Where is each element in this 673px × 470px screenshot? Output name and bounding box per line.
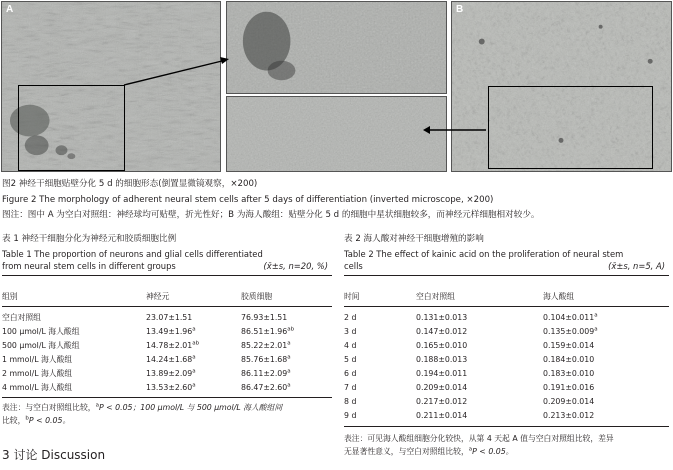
table-2-cell-kainic: 0.104±0.011$^a$ [543,312,598,322]
region-of-interest-box-b [488,86,653,169]
table-1-row: 4 mmol/L 海人酸组 [2,383,73,392]
table-2-header-control: 空白对照组 [416,292,455,301]
table-1-cell-glia: 85.76±1.68$^a$ [241,354,291,364]
table-1-cell-neuron: 14.78±2.01$^{ab}$ [146,340,200,350]
table-2-header-rule [344,306,669,307]
table-1-note: 表注：与空白对照组比较，$^a$P < 0.05；100 μmol/L 与 500 μmol/L 海人酸组间 比较，$^b$P < 0.05。 [2,402,283,425]
table-2-cell-kainic: 0.183±0.010 [543,369,595,378]
table-1-row: 空白对照组 [2,313,41,322]
micrograph-a-zoom-top [226,1,447,94]
table-1-cell-glia: 76.93±1.51 [241,313,288,322]
figure-note: 图注：图中 A 为空白对照组：神经球均可贴壁，折光性好；B 为海人酸组：贴壁分化 5 d 的细胞中星状细胞较多，而神经元样细胞相对较少。 [2,210,540,220]
micrograph-zoom-top-texture [227,2,446,93]
table-2-cell-control: 0.209±0.014 [416,383,468,392]
table-2-cell-kainic: 0.209±0.014 [543,397,595,406]
table-2-row: 3 d [344,327,357,336]
micrograph-a-zoom-bottom [226,96,447,172]
table-2-note: 表注：可见海人酸组细胞分化较快，从第 4 天起 A 值与空白对照组比较，差异 无显著性意义，与空白对照组比较，$^a$P < 0.05。 [344,434,614,456]
table-2-header-time: 时间 [344,292,360,301]
table-1-header-neuron: 神经元 [146,292,170,301]
table-1-cell-glia: 86.11±2.09$^a$ [241,368,291,378]
table-2-cell-control: 0.211±0.014 [416,411,468,420]
table-2-row: 7 d [344,383,357,392]
table-2-cell-kainic: 0.213±0.012 [543,411,595,420]
table-2-title-en-2: cells [344,261,363,271]
table-1 [2,234,332,444]
table-2-row: 2 d [344,313,357,322]
table-1-title-cn: 表 1 神经干细胞分化为神经元和胶质细胞比例 [2,234,177,244]
table-2-bottom-rule [344,426,669,427]
table-1-title-en-2: from neural stem cells in different groups [2,261,176,271]
table-1-top-rule [2,275,332,276]
table-2-title-en-1: Table 2 The effect of kainic acid on the proliferation of neural stem [344,249,624,259]
table-2-title-cn: 表 2 海人酸对神经干细胞增殖的影响 [344,234,484,244]
table-2-cell-kainic: 0.191±0.016 [543,383,595,392]
table-2-row: 8 d [344,397,357,406]
panel-a-label: A [6,4,14,15]
table-1-header-rule [2,306,332,307]
table-1-cell-neuron: 23.07±1.51 [146,313,193,322]
table-1-cell-glia: 86.47±2.60$^a$ [241,382,291,392]
table-1-title-en-1: Table 1 The proportion of neurons and glial cells differentiated [2,249,263,259]
table-2-row: 6 d [344,369,357,378]
section-heading: 3 讨论 Discussion [2,448,106,462]
table-2-cell-control: 0.165±0.010 [416,341,468,350]
table-1-cell-glia: 86.51±1.96$^{ab}$ [241,326,295,336]
table-2-cell-kainic: 0.184±0.010 [543,355,595,364]
table-1-header-group: 组别 [2,292,18,301]
figure-caption-cn: 图2 神经干细胞贴壁分化 5 d 的细胞形态(倒置显微镜观察，×200) [2,179,258,189]
micrograph-zoom-bottom-texture [227,97,446,171]
table-2-cell-control: 0.188±0.013 [416,355,468,364]
panel-b-label: B [456,4,464,15]
micrograph-panel-b [451,1,672,172]
table-1-cell-neuron: 13.49±1.96$^a$ [146,326,196,336]
table-1-bottom-rule [2,397,332,398]
micrograph-panel-a [1,1,221,172]
table-2-row: 5 d [344,355,357,364]
table-1-header-glia: 胶质细胞 [241,292,273,301]
table-1-row: 500 μmol/L 海人酸组 [2,341,80,350]
table-2-stat: (x̄±s, n=5, A) [608,261,665,271]
table-2-top-rule [344,275,669,276]
region-of-interest-box-a [18,85,125,171]
table-2-cell-control: 0.131±0.013 [416,313,468,322]
table-2-row: 4 d [344,341,357,350]
table-2-cell-control: 0.147±0.012 [416,327,468,336]
table-1-row: 100 μmol/L 海人酸组 [2,327,80,336]
table-1-cell-neuron: 13.53±2.60$^a$ [146,382,196,392]
table-1-row: 2 mmol/L 海人酸组 [2,369,73,378]
table-2-cell-kainic: 0.159±0.014 [543,341,595,350]
table-2 [344,234,669,464]
table-1-cell-neuron: 14.24±1.68$^a$ [146,354,196,364]
table-2-cell-control: 0.194±0.011 [416,369,468,378]
table-1-row: 1 mmol/L 海人酸组 [2,355,73,364]
table-2-header-kainic: 海人酸组 [543,292,575,301]
table-2-row: 9 d [344,411,357,420]
table-1-cell-glia: 85.22±2.01$^a$ [241,340,291,350]
figure-caption-en: Figure 2 The morphology of adherent neural stem cells after 5 days of differentiation (inverted microscope, ×200) [2,195,494,205]
table-2-cell-kainic: 0.135±0.009$^a$ [543,326,598,336]
table-1-cell-neuron: 13.89±2.09$^a$ [146,368,196,378]
table-2-cell-control: 0.217±0.012 [416,397,468,406]
table-1-stat: (x̄±s, n=20, %) [263,261,328,271]
